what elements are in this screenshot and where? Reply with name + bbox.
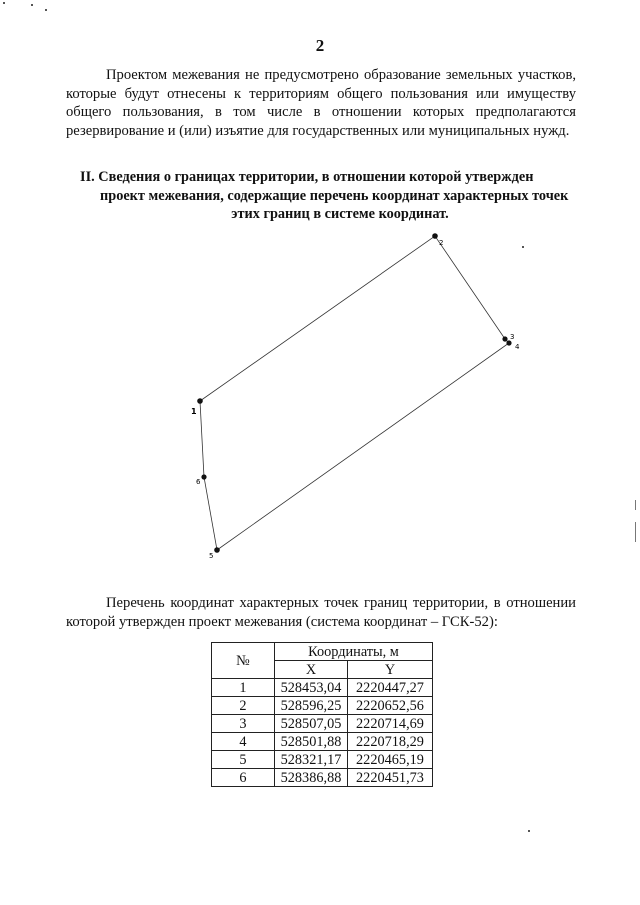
header-x: X bbox=[275, 661, 348, 679]
cell-y: 2220451,73 bbox=[348, 769, 433, 787]
table-row bbox=[212, 715, 433, 733]
cell-x: 528501,88 bbox=[275, 733, 348, 751]
coordinates-table bbox=[211, 642, 433, 787]
table-row bbox=[212, 751, 433, 769]
cell-y: 2220714,69 bbox=[348, 715, 433, 733]
point-label-5: 5 bbox=[209, 552, 214, 560]
point-label-4: 4 bbox=[515, 343, 520, 351]
boundary-point-4 bbox=[506, 340, 520, 351]
cell-number: 5 bbox=[212, 751, 275, 769]
cell-x: 528453,04 bbox=[275, 679, 348, 697]
cell-number: 6 bbox=[212, 769, 275, 787]
table-row bbox=[212, 769, 433, 787]
cell-y: 2220718,29 bbox=[348, 733, 433, 751]
point-label-6: 6 bbox=[196, 478, 201, 486]
cell-number: 4 bbox=[212, 733, 275, 751]
cell-x: 528596,25 bbox=[275, 697, 348, 715]
point-label-2: 2 bbox=[439, 239, 444, 247]
cell-y: 2220465,19 bbox=[348, 751, 433, 769]
heading-line-2: проект межевания, содержащие перечень координат характерных точек bbox=[100, 187, 569, 204]
cell-number: 1 bbox=[212, 679, 275, 697]
intro-paragraph: Проектом межевания не предусмотрено образование земельных участков, которые будут отнесены к территориям общего пользования или имуществу общего пользования, в том числе в отношении которых предполагаются резервирование и (или) изъятие для государственных или муниципальных нужд. bbox=[66, 67, 576, 139]
header-y: Y bbox=[348, 661, 433, 679]
cell-x: 528386,88 bbox=[275, 769, 348, 787]
page-number: 2 bbox=[315, 36, 325, 55]
point-label-1: 1 bbox=[191, 407, 197, 416]
table-row bbox=[212, 697, 433, 715]
cell-y: 2220447,27 bbox=[348, 679, 433, 697]
cell-y: 2220652,56 bbox=[348, 697, 433, 715]
point-label-3: 3 bbox=[510, 333, 515, 341]
table-header-row bbox=[212, 643, 433, 661]
table-row bbox=[212, 733, 433, 751]
table-row bbox=[212, 679, 433, 697]
cell-x: 528321,17 bbox=[275, 751, 348, 769]
cell-x: 528507,05 bbox=[275, 715, 348, 733]
coordinates-list-intro: Перечень координат характерных точек границ территории, в отношении которой утвержден проект межевания (система координат – ГСК-52): bbox=[66, 595, 576, 630]
boundary-point-5 bbox=[209, 547, 220, 560]
heading-line-3: этих границ в системе координат. bbox=[231, 206, 449, 222]
header-coordinates: Координаты, м bbox=[275, 643, 433, 661]
boundary-point-3 bbox=[502, 333, 514, 342]
boundary-polygon bbox=[200, 236, 509, 550]
cell-number: 2 bbox=[212, 697, 275, 715]
heading-line-1: II. Сведения о границах территории, в отношении которой утвержден bbox=[80, 169, 534, 185]
header-number: № bbox=[212, 643, 275, 679]
cell-number: 3 bbox=[212, 715, 275, 733]
